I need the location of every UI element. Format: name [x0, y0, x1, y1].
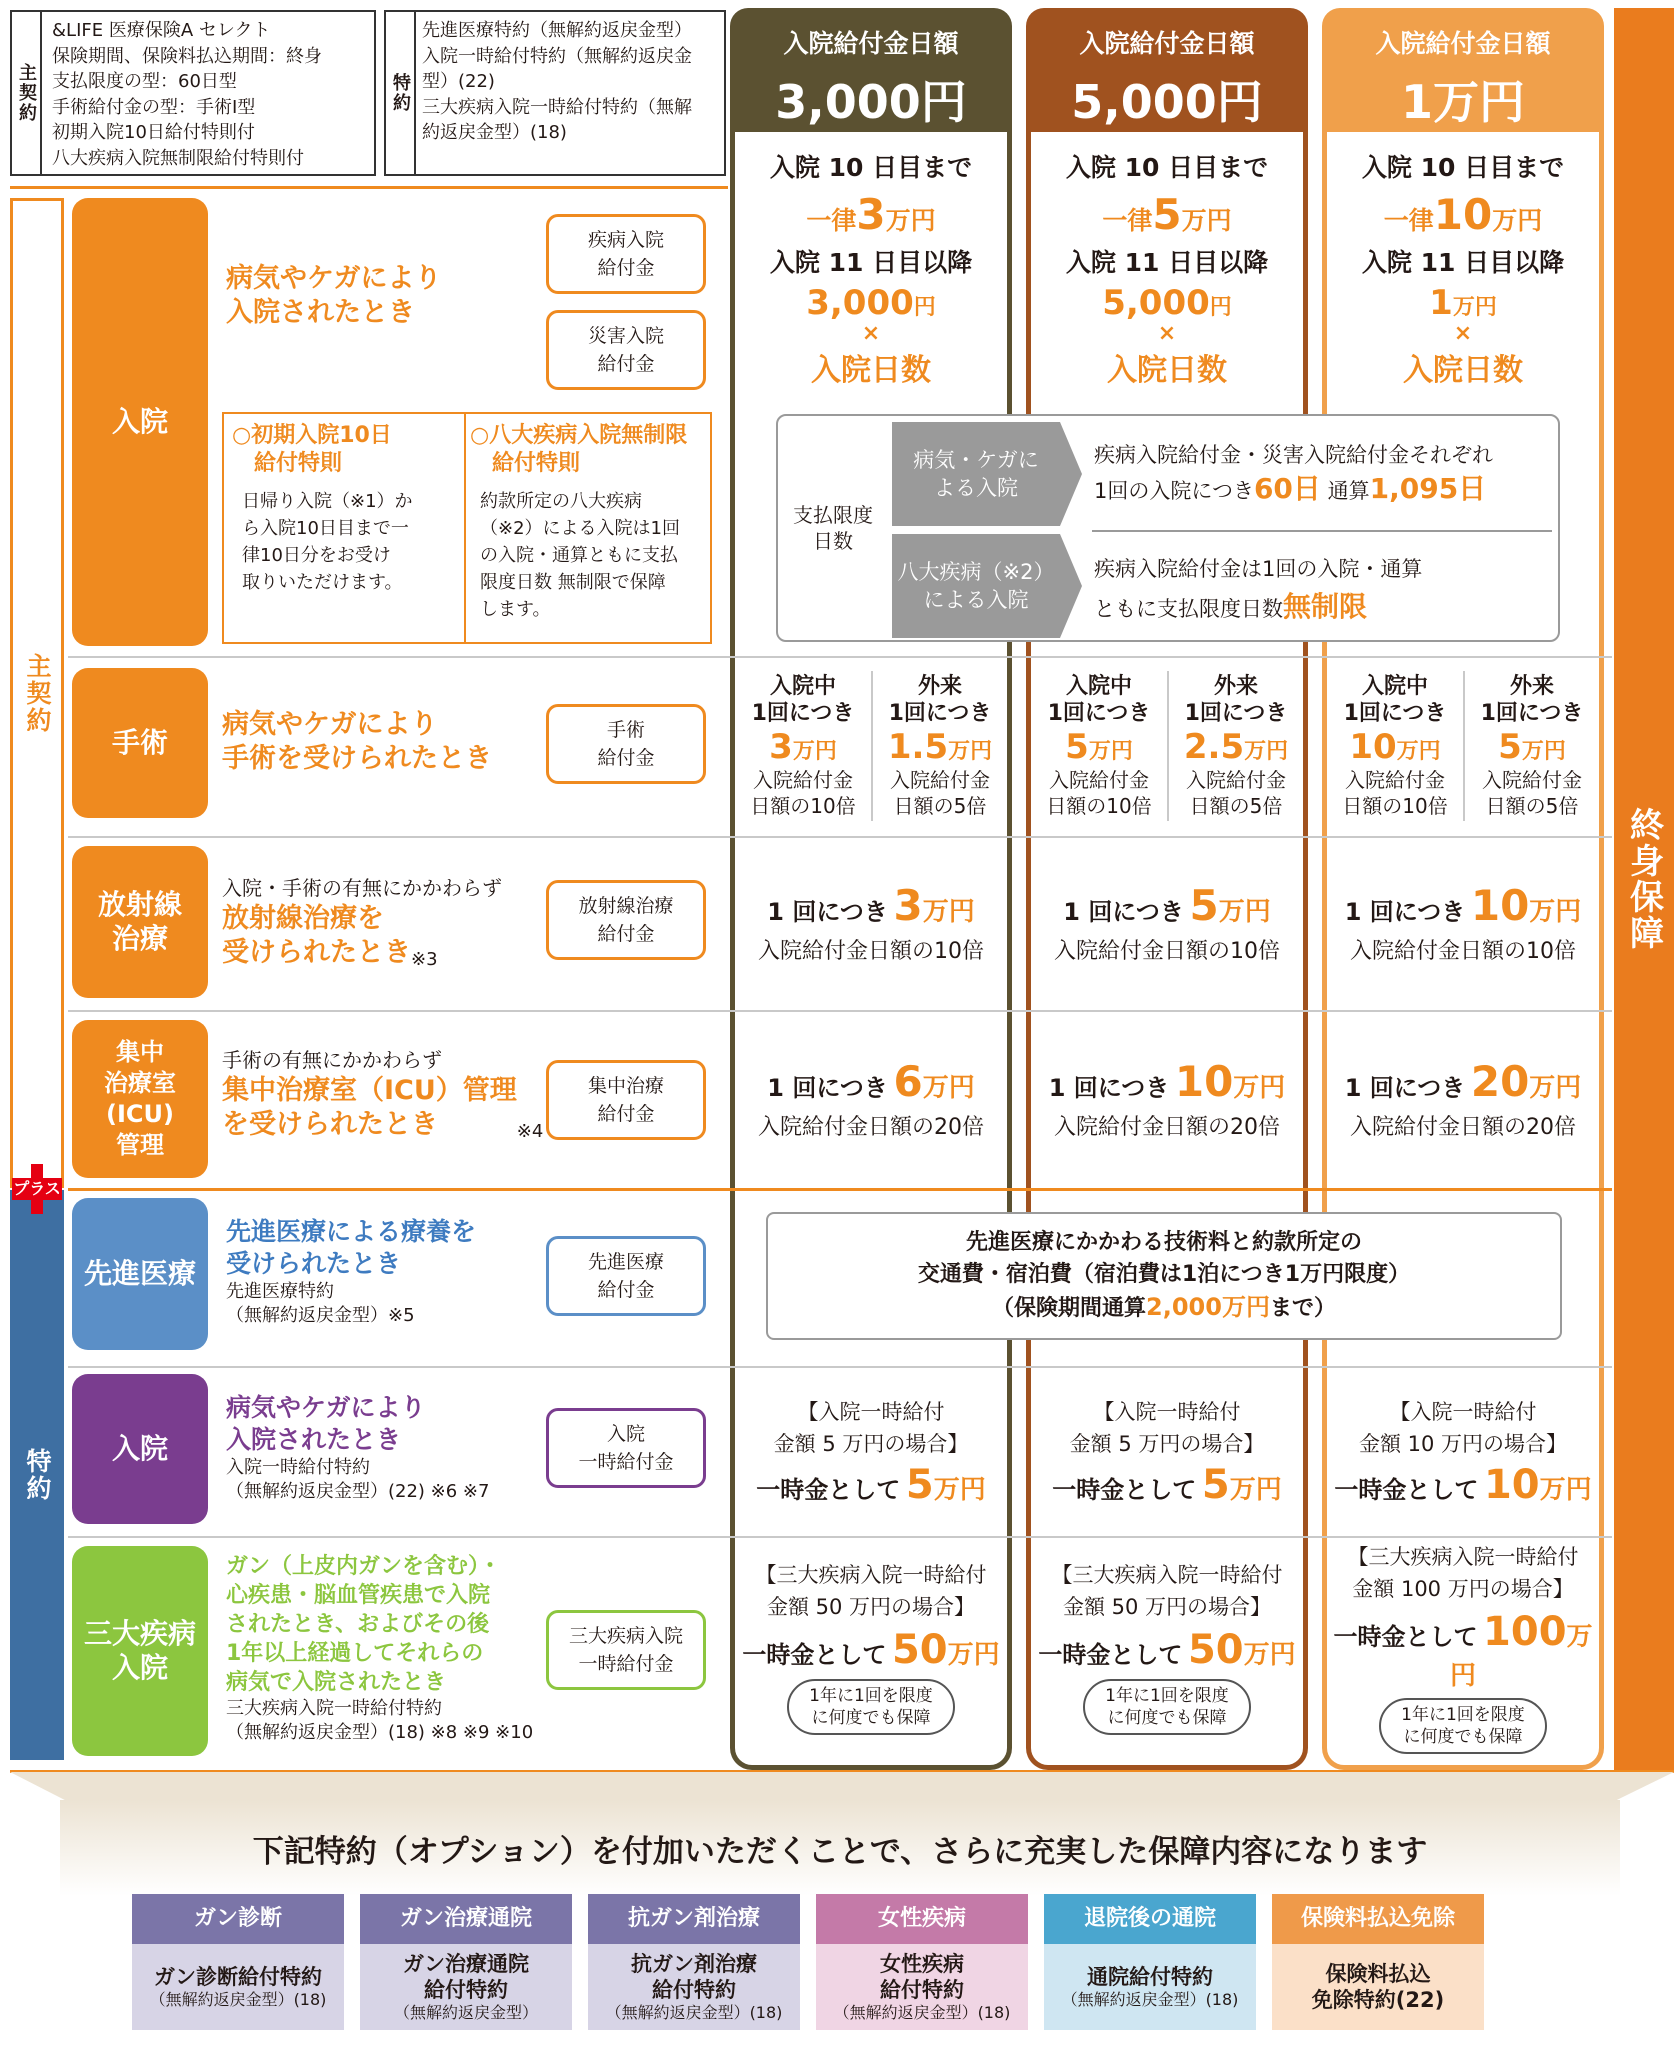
injury-hospital-benefit-box: 災害入院 給付金	[546, 310, 706, 390]
row-label-radiation: 放射線 治療	[72, 846, 208, 998]
hospital-cell-10000: 入院 10 日目まで 一律10万円 入院 11 日目以降 1万円 × 入院日数	[1361, 152, 1565, 388]
lump-sum-cell-5000: 【入院一時給付 金額 5 万円の場合】 一時金として 5万円	[1052, 1400, 1282, 1508]
option-cancer-diagnosis: ガン診断 ガン診断給付特約 （無解約返戻金型）(18)	[132, 1894, 344, 2030]
surgery-desc: 病気やケガにより 手術を受けられたとき	[222, 709, 492, 774]
col-header-5000: 入院給付金日額 5,000円	[1026, 8, 1308, 132]
option-head: 保険料払込免除	[1272, 1894, 1484, 1944]
icu-cell-5000: 1 回につき 10万円 入院給付金日額の20倍	[1048, 1057, 1286, 1140]
payment-limit-box	[776, 414, 1560, 642]
col-header-10000: 入院給付金日額 1万円	[1322, 8, 1604, 132]
main-contract-info	[10, 10, 376, 176]
icu-cell-10000: 1 回につき 20万円 入院給付金日額の20倍	[1344, 1057, 1582, 1140]
initial-10day-text: 日帰り入院（※1）か ら入院10日目まで一 律10日分をお受け 取りいただけます。	[242, 491, 413, 593]
three-major-cell-10000: 【三大疾病入院一時給付 金額 100 万円の場合】 一時金として 100万円 1年に1回を限度 に何度でも保障	[1327, 1542, 1599, 1752]
row-separator	[68, 1366, 1612, 1368]
option-head: ガン治療通院	[360, 1894, 572, 1944]
row-label-hospitalization: 入院	[72, 198, 208, 646]
row-separator	[68, 836, 1612, 838]
surgery-cell-3000: 入院中 1回につき 3万円 入院給付金 日額の10倍 外来 1回につき 1.5万円 入院給付金 日額の5倍	[735, 666, 1007, 826]
payment-limit-label: 支払限度 日数	[793, 503, 873, 553]
row-label-surgery: 手術	[72, 668, 208, 818]
row-label-icu: 集中 治療室 (ICU) 管理	[72, 1020, 208, 1178]
three-major-desc: ガン（上皮内ガンを含む）・ 心疾患・脳血管疾患で入院 されたとき、およびその後 1年以上経過してそれらの 病気で入院されたとき 三大疾病入院一時給付特約 （無解約返戻金型）(18) ※8 ※9 ※10	[226, 1554, 534, 1743]
plus-badge: プラス	[12, 1164, 62, 1214]
icu-desc: 手術の有無にかかわらず 集中治療室（ICU）管理 を受けられたとき ※4	[222, 1048, 544, 1142]
eight-diseases-title: ○八大疾病入院無制限 給付特則	[470, 423, 688, 476]
three-major-cell-5000: 【三大疾病入院一時給付 金額 50 万円の場合】 一時金として 50万円 1年に1回を限度 に何度でも保障	[1031, 1542, 1303, 1752]
options-banner: 下記特約（オプション）を付加いただくことで、さらに充実した保障内容になります	[60, 1800, 1620, 1896]
frequency-note: 1年に1回を限度 に何度でも保障	[787, 1679, 955, 1735]
surgery-cell-5000: 入院中 1回につき 5万円 入院給付金 日額の10倍 外来 1回につき 2.5万円 入院給付金 日額の5倍	[1031, 666, 1303, 826]
option-post-discharge: 退院後の通院 通院給付特約 （無解約返戻金型）(18)	[1044, 1894, 1256, 2030]
row-separator	[68, 1010, 1612, 1012]
hospitalization-desc: 病気やケガにより 入院されたとき	[226, 263, 442, 328]
hospital-cell-5000: 入院 10 日目まで 一律5万円 入院 11 日目以降 5,000円 × 入院日数	[1065, 152, 1269, 388]
lump-sum-cell-10000: 【入院一時給付 金額 10 万円の場合】 一時金として 10万円	[1334, 1400, 1592, 1508]
frequency-note: 1年に1回を限度 に何度でも保障	[1379, 1698, 1547, 1754]
icu-benefit-box: 集中治療 給付金	[546, 1060, 706, 1140]
surgery-cell-10000: 入院中 1回につき 10万円 入院給付金 日額の10倍 外来 1回につき 5万円 入院給付金 日額の5倍	[1327, 666, 1599, 826]
option-anticancer-drug: 抗ガン剤治療 抗ガン剤治療 給付特約 （無解約返戻金型）(18)	[588, 1894, 800, 2030]
initial-10day-title: ○初期入院10日 給付特則	[232, 423, 392, 476]
main-contract-lines: &LIFE 医療保険A セレクト 保険期間、保険料払込期間：終身 支払限度の型：60日型 手術給付金の型：手術I型 初期入院10日給付特則付 八大疾病入院無制限給付特則付	[52, 20, 322, 169]
advanced-medical-coverage: 先進医療にかかわる技術料と約款所定の 交通費・宿泊費（宿泊費は1泊につき1万円限度） （保険期間通算2,000万円まで）	[766, 1212, 1562, 1340]
main-contract-tag: 主契約	[12, 12, 42, 174]
disease-hospital-benefit-box: 疾病入院 給付金	[546, 214, 706, 294]
radiation-cell-3000: 1 回につき 3万円 入院給付金日額の10倍	[758, 881, 984, 964]
col-header-3000: 入院給付金日額 3,000円	[730, 8, 1012, 132]
radiation-desc: 入院・手術の有無にかかわらず 放射線治療を 受けられたとき※3	[222, 876, 502, 970]
rider-tag: 特約	[386, 12, 416, 174]
special-rules-box	[222, 412, 712, 644]
advanced-medical-benefit-box: 先進医療 給付金	[546, 1236, 706, 1316]
three-major-cell-3000: 【三大疾病入院一時給付 金額 50 万円の場合】 一時金として 50万円 1年に1回を限度 に何度でも保障	[735, 1542, 1007, 1752]
option-head: 女性疾病	[816, 1894, 1028, 1944]
limit-tag-general: 病気・ケガに よる入院	[892, 422, 1082, 526]
row-label-hospital-lump-sum: 入院	[72, 1374, 208, 1524]
limit-tag-eight-diseases: 八大疾病（※2） による入院	[892, 534, 1082, 638]
radiation-benefit-box: 放射線治療 給付金	[546, 880, 706, 960]
lump-sum-cell-3000: 【入院一時給付 金額 5 万円の場合】 一時金として 5万円	[756, 1400, 986, 1508]
advanced-medical-desc: 先進医療による療養を 受けられたとき 先進医療特約 （無解約返戻金型）※5	[226, 1217, 477, 1326]
rider-info	[384, 10, 726, 176]
option-head: ガン診断	[132, 1894, 344, 1944]
option-cancer-outpatient: ガン治療通院 ガン治療通院 給付特約 （無解約返戻金型）	[360, 1894, 572, 2030]
three-major-benefit-box: 三大疾病入院 一時給付金	[546, 1610, 706, 1690]
main-contract-side-bar: 主契約	[10, 198, 64, 1188]
row-label-advanced-medical: 先進医療	[72, 1198, 208, 1350]
icu-cell-3000: 1 回につき 6万円 入院給付金日額の20倍	[758, 1057, 984, 1140]
hospital-cell-3000: 入院 10 日目まで 一律3万円 入院 11 日目以降 3,000円 × 入院日数	[769, 152, 973, 388]
hospital-lump-sum-desc: 病気やケガにより 入院されたとき 入院一時給付特約 （無解約返戻金型）(22) ※6 ※7	[226, 1393, 490, 1502]
option-head: 退院後の通院	[1044, 1894, 1256, 1944]
row-separator	[68, 1536, 1612, 1538]
eight-diseases-text: 約款所定の八大疾病 （※2）による入院は1回 の入院・通算ともに支払 限度日数 無制限で保障 します。	[480, 491, 680, 620]
hospital-lump-sum-benefit-box: 入院 一時給付金	[546, 1408, 706, 1488]
row-separator	[68, 656, 1612, 658]
rider-lines: 先進医療特約（無解約返戻金型） 入院一時給付特約（無解約返戻金 型）(22) 三大疾病入院一時給付特約（無解 約返戻金型）(18)	[422, 20, 692, 143]
header-underline	[10, 186, 728, 189]
radiation-cell-10000: 1 回につき 10万円 入院給付金日額の10倍	[1344, 881, 1582, 964]
option-head: 抗ガン剤治療	[588, 1894, 800, 1944]
option-premium-waiver: 保険料払込免除 保険料払込 免除特約(22)	[1272, 1894, 1484, 2030]
limit-text-general: 疾病入院給付金・災害入院給付金それぞれ 1回の入院につき60日 通算1,095日	[1094, 443, 1493, 505]
limit-text-eight-diseases: 疾病入院給付金は1回の入院・通算 ともに支払限度日数無制限	[1094, 557, 1423, 623]
surgery-benefit-box: 手術 給付金	[546, 704, 706, 784]
row-label-three-major-diseases: 三大疾病 入院	[72, 1546, 208, 1756]
lifetime-coverage-bar: 終身保障	[1614, 8, 1674, 1770]
frequency-note: 1年に1回を限度 に何度でも保障	[1083, 1679, 1251, 1735]
section-separator	[68, 1188, 1612, 1191]
rider-side-bar: 特約	[10, 1190, 64, 1760]
option-female-disease: 女性疾病 女性疾病 給付特約 （無解約返戻金型）(18)	[816, 1894, 1028, 2030]
radiation-cell-5000: 1 回につき 5万円 入院給付金日額の10倍	[1054, 881, 1280, 964]
